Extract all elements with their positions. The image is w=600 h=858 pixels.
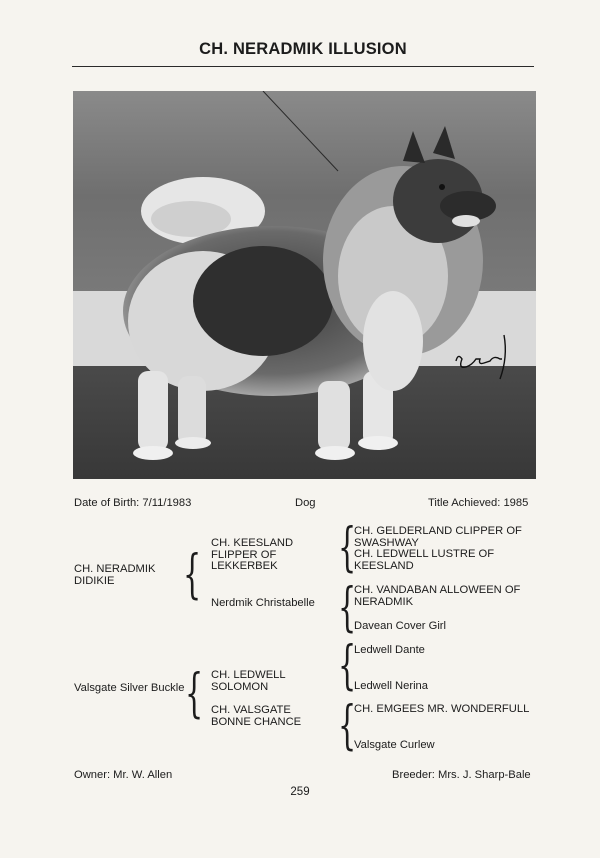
dog-photo bbox=[73, 91, 536, 479]
pedigree-dam-dam: CH. VALSGATE BONNE CHANCE bbox=[211, 704, 302, 728]
title-rule bbox=[72, 66, 534, 67]
dog-photo-art bbox=[73, 91, 536, 479]
pedigree-sire: CH. NERADMIK DIDIKIE bbox=[74, 563, 156, 587]
page-title: CH. NERADMIK ILLUSION bbox=[199, 40, 407, 58]
brace-dam-sire: { bbox=[338, 636, 357, 696]
brace-sire-sire: { bbox=[338, 518, 357, 578]
title-achieved: Title Achieved: 1985 bbox=[428, 497, 529, 509]
brace-dam: { bbox=[185, 664, 204, 724]
pedigree-sire-dam: Nerdmik Christabelle bbox=[211, 597, 315, 609]
pedigree-sire-sire-dam: CH. LEDWELL LUSTRE OF KEESLAND bbox=[354, 548, 495, 572]
pedigree-dam-sire-sire: Ledwell Dante bbox=[354, 644, 425, 656]
pedigree-dam: Valsgate Silver Buckle bbox=[74, 682, 185, 694]
pedigree-dam-sire: CH. LEDWELL SOLOMON bbox=[211, 669, 286, 693]
breeder: Breeder: Mrs. J. Sharp-Bale bbox=[392, 769, 531, 781]
page-number: 259 bbox=[290, 786, 310, 798]
brace-sire-dam: { bbox=[338, 578, 357, 638]
pedigree-dam-sire-dam: Ledwell Nerina bbox=[354, 680, 429, 692]
pedigree-dam-dam-sire: CH. EMGEES MR. WONDERFULL bbox=[354, 703, 530, 715]
brace-sire: { bbox=[183, 545, 202, 605]
owner: Owner: Mr. W. Allen bbox=[74, 769, 173, 781]
brace-dam-dam: { bbox=[338, 696, 357, 756]
sex-label: Dog bbox=[295, 497, 316, 509]
date-of-birth: Date of Birth: 7/11/1983 bbox=[74, 497, 192, 509]
pedigree-sire-sire: CH. KEESLAND FLIPPER OF LEKKERBEK bbox=[211, 537, 294, 572]
pedigree-sire-dam-dam: Davean Cover Girl bbox=[354, 620, 447, 632]
pedigree-sire-dam-sire: CH. VANDABAN ALLOWEEN OF NERADMIK bbox=[354, 584, 521, 608]
pedigree-dam-dam-dam: Valsgate Curlew bbox=[354, 739, 435, 751]
pedigree-sire-sire-sire: CH. GELDERLAND CLIPPER OF SWASHWAY bbox=[354, 525, 522, 549]
